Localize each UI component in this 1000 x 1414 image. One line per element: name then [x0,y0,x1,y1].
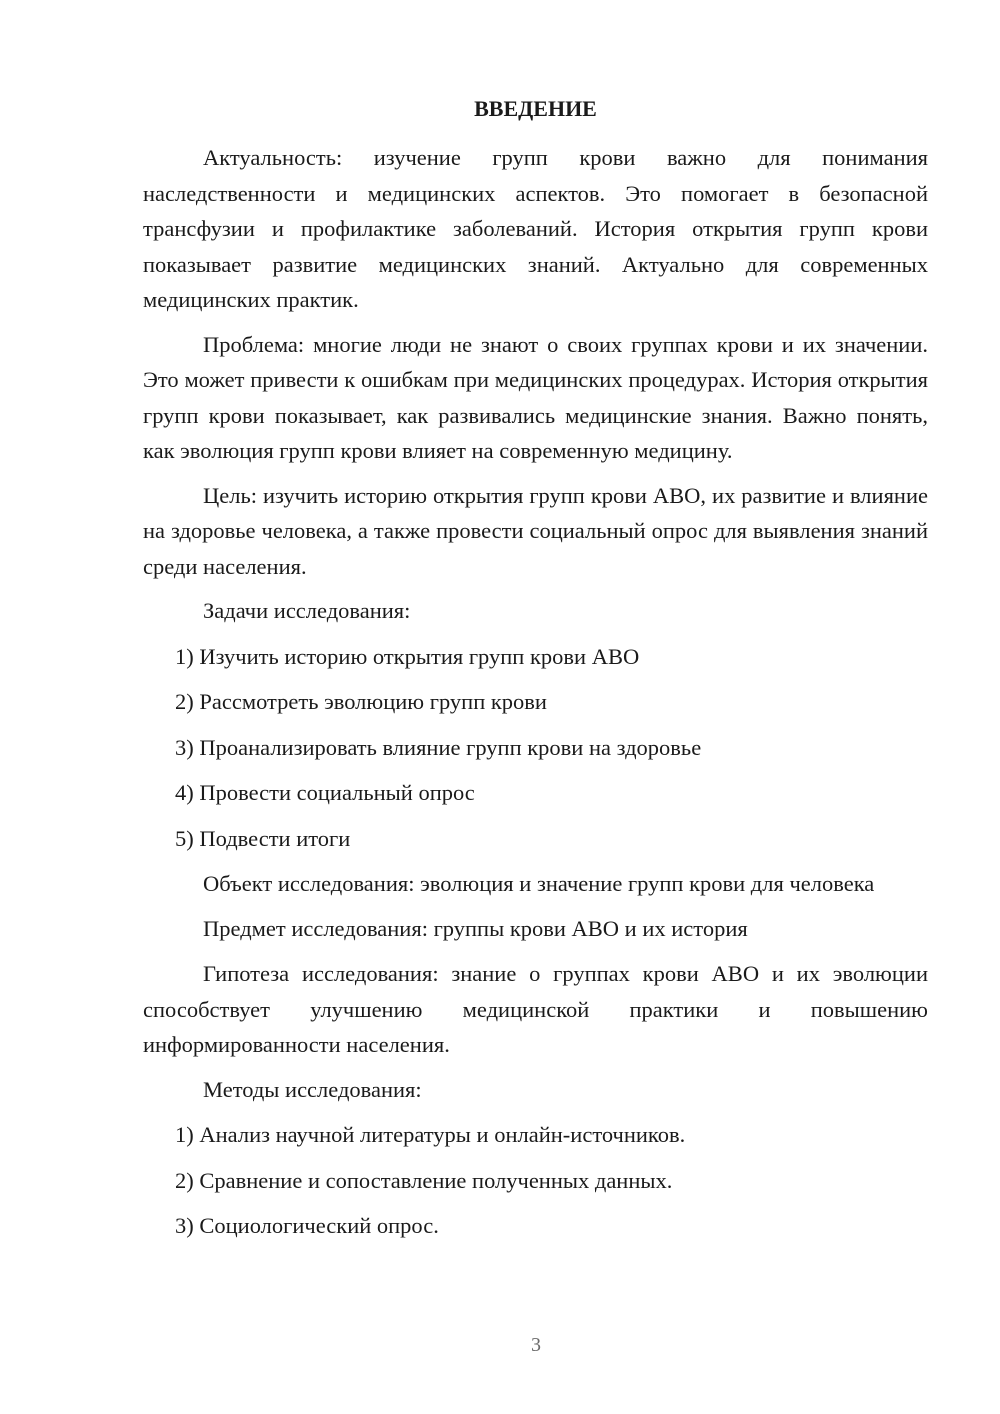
object-paragraph: Объект исследования: эволюция и значение групп крови для человека [203,871,875,896]
list-item: 4) Провести социальный опрос [175,780,475,805]
goal-paragraph: Цель: изучить историю открытия групп крови АВО, их развитие и влияние на здоровье человека, а также провести социальный опрос для выявления знаний среди населения. [143,482,928,579]
list-item: 5) Подвести итоги [175,825,351,851]
page-title: ВВЕДЕНИЕ [474,96,597,121]
list-item: 1) Изучить историю открытия групп крови АВО [175,643,640,669]
methods-heading: Методы исследования: [203,1076,422,1102]
subject-paragraph: Предмет исследования: группы крови АВО и их история [203,915,748,941]
page-number: 3 [531,1334,541,1356]
tasks-heading: Задачи исследования: [203,598,411,623]
tasks-list [143,639,928,857]
relevance-paragraph: Актуальность: изучение групп крови важно для понимания наследственности и медицинских аспектов. Это помогает в безопасной трансфузии и профилактике заболеваний. История открытия групп крови показывает развитие медицинских знаний. Актуально для современных медицинских практик. [143,145,928,312]
list-item: 3) Социологический опрос. [175,1213,439,1238]
page-content [143,94,928,1254]
list-item: 2) Сравнение и сопоставление полученных данных. [175,1167,673,1193]
list-item: 2) Рассмотреть эволюцию групп крови [175,689,547,714]
list-item: 1) Анализ научной литературы и онлайн-источников. [175,1122,686,1147]
problem-paragraph: Проблема: многие люди не знают о своих группах крови и их значении. Это может привести к ошибкам при медицинских процедурах. История открытия групп крови показывает, как развивались медицинские знания. Важно понять, как эволюция групп крови влияет на современную медицину. [143,331,928,463]
list-item: 3) Проанализировать влияние групп крови на здоровье [175,734,702,760]
methods-list [143,1117,928,1244]
hypothesis-paragraph: Гипотеза исследования: знание о группах крови АВО и их эволюции способствует улучшению медицинской практики и повышению информированности населения. [143,961,928,1057]
